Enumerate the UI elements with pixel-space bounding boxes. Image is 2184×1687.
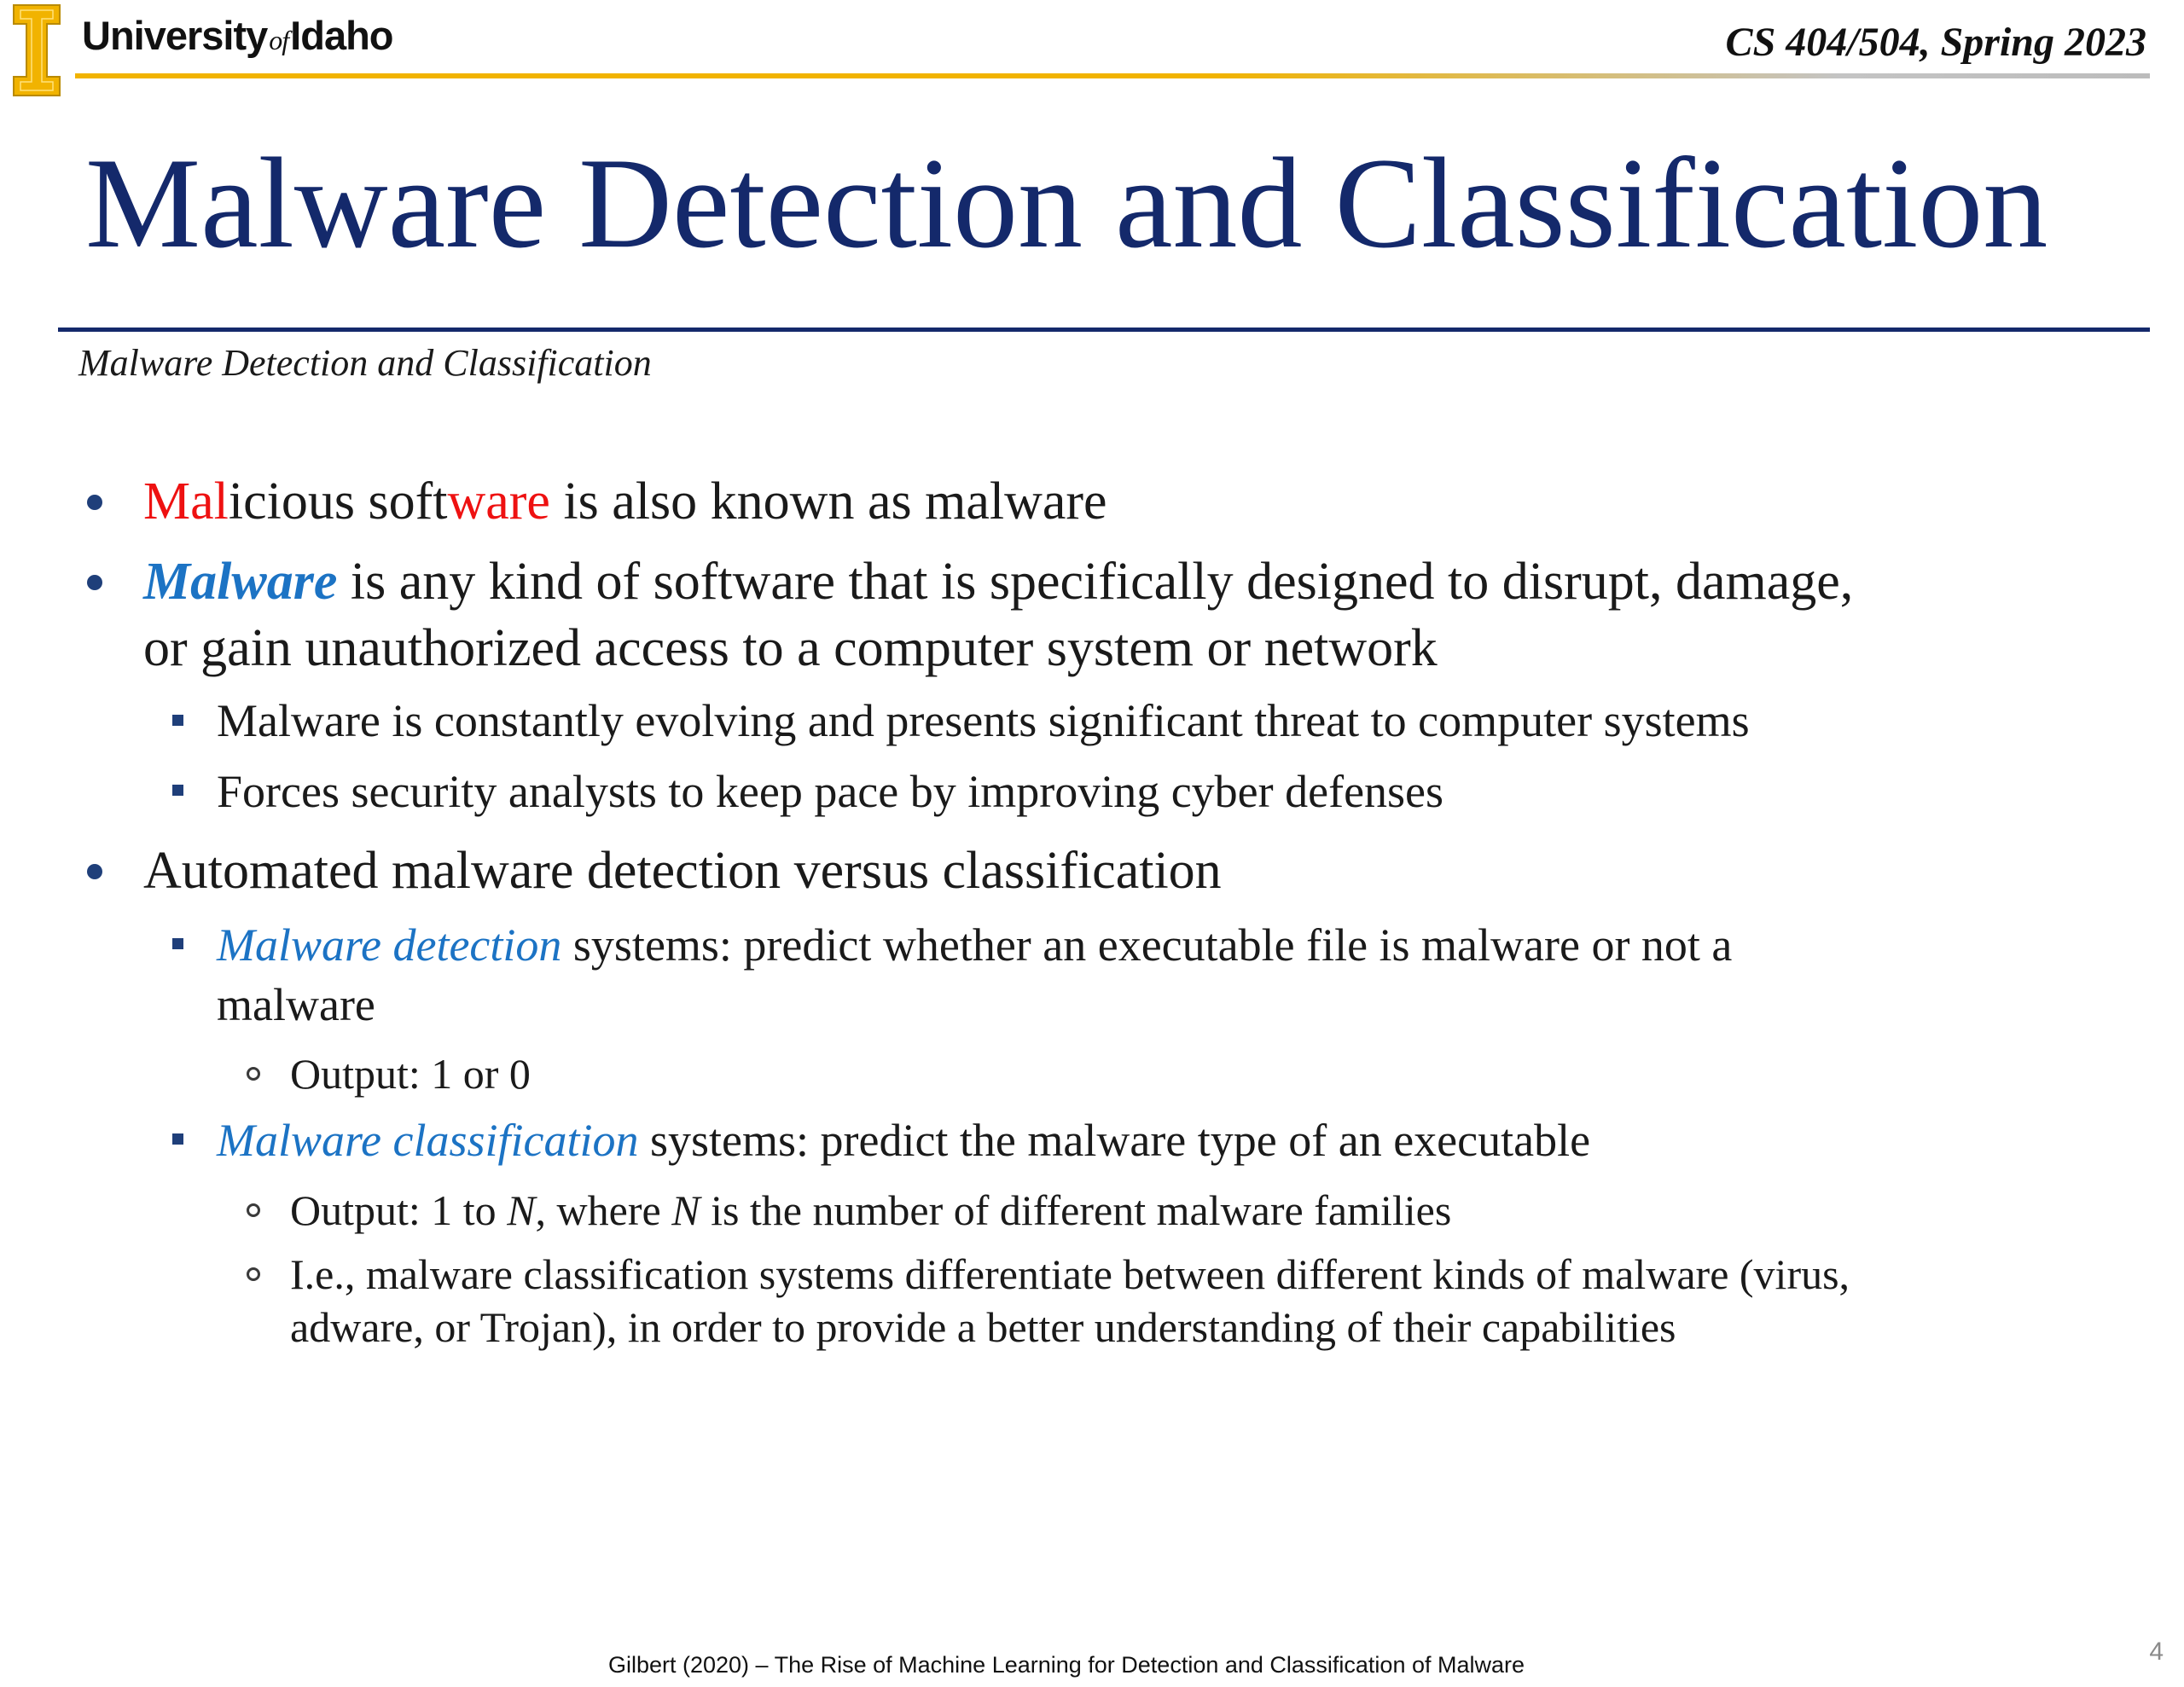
sub-bullet-detection-cont: malware (217, 979, 375, 1030)
title-divider (58, 328, 2150, 332)
sub-bullet-evolving: Malware is constantly evolving and presents significant threat to computer systems (217, 695, 1750, 746)
bullet-marker (87, 864, 102, 879)
course-label: CS 404/504, Spring 2023 (1725, 20, 2146, 65)
bullet-malware-definition: Malware is any kind of software that is specifically designed to disrupt, damage, (143, 553, 1854, 611)
bullet-automated: Automated malware detection versus classification (143, 842, 1222, 900)
sub-sub-bullet-marker (247, 1203, 260, 1217)
sub-bullet-marker (172, 785, 183, 796)
sub-bullet-marker (172, 938, 183, 949)
slide-title: Malware Detection and Classification (85, 131, 2048, 275)
footer-citation: Gilbert (2020) – The Rise of Machine Learning for Detection and Classification of Malware (607, 1652, 1525, 1678)
detection-output: Output: 1 or 0 (290, 1050, 531, 1098)
sub-bullet-classification: Malware classification systems: predict the malware type of an executable (217, 1115, 1591, 1166)
sub-sub-bullet-marker (247, 1067, 260, 1081)
classification-ie-cont: adware, or Trojan), in order to provide a better understanding of their capabilities (290, 1303, 1676, 1351)
bullet-marker (87, 575, 102, 590)
bullet-malicious-software: Malicious software is also known as malware (143, 472, 1107, 530)
sub-bullet-marker (172, 1133, 183, 1145)
bullet-marker (87, 495, 102, 510)
university-logo-icon (12, 3, 61, 97)
sub-sub-bullet-marker (247, 1267, 260, 1281)
classification-ie: I.e., malware classification systems differentiate between different kinds of malware (virus, (290, 1250, 1850, 1298)
bullet-malware-definition-cont: or gain unauthorized access to a computer system or network (143, 619, 1438, 677)
sub-bullet-detection: Malware detection systems: predict whether an executable file is malware or not a (217, 919, 1733, 971)
slide-subtitle: Malware Detection and Classification (78, 342, 652, 384)
university-wordmark: UniversityofIdaho (82, 13, 393, 58)
classification-output: Output: 1 to N, where N is the number of different malware families (290, 1186, 1452, 1234)
sub-bullet-keep-pace: Forces security analysts to keep pace by improving cyber defenses (217, 766, 1444, 817)
header-divider (75, 73, 2150, 78)
sub-bullet-marker (172, 715, 183, 726)
page-number: 4 (2149, 1638, 2164, 1666)
